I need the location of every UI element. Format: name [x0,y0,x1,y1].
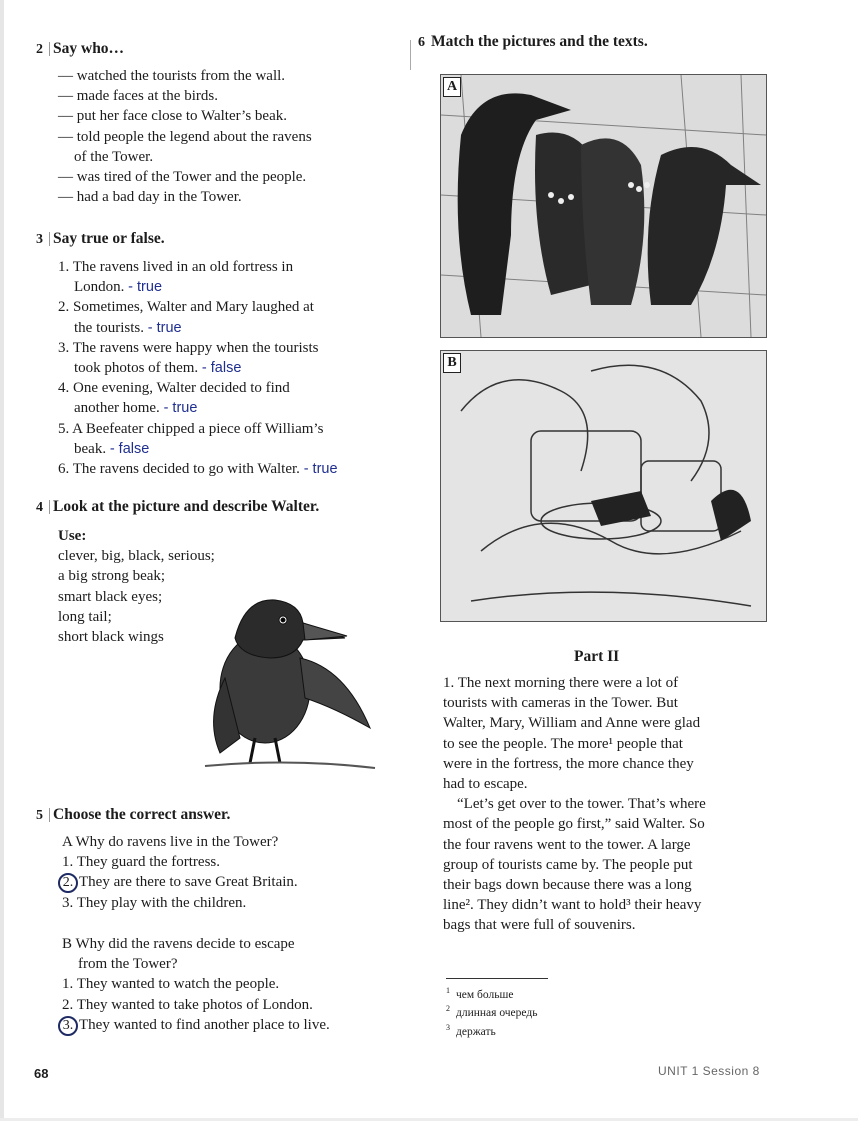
ex2-line: of the Tower. [74,148,154,165]
picture-a-label: A [443,77,461,97]
exercise-2-title: Say who… [53,40,125,57]
footnote-mark: 2 [446,1004,450,1014]
footnote [446,1021,537,1039]
word-line: smart black eyes; [58,588,163,605]
exercise-4-heading [36,498,319,516]
ex3-item [58,358,338,378]
picture-b-label: B [443,353,461,373]
handwritten-answer: - true [303,461,338,478]
bags-illustration [441,351,766,621]
question-b-cont: from the Tower? [78,956,178,973]
exercise-6-heading [418,33,648,51]
ex2-line: — was tired of the Tower and the people. [58,169,307,186]
text-line: line². They didn’t want to hold³ their heavy [443,897,702,914]
text-line: tourists with cameras in the Tower. But [443,695,678,712]
footnote-text: держать [456,1025,496,1038]
footnote-rule [446,978,548,979]
exercise-6-title: Match the pictures and the texts. [431,33,648,50]
word-line: a big strong beak; [58,568,166,585]
exercise-5-number: 5 [36,808,43,823]
handwritten-answer: - false [201,360,242,377]
question-b: B Why did the ravens decide to escape [62,936,295,952]
page-number: 68 [34,1066,49,1081]
exercise-5-question-b [62,934,330,1036]
exercise-4-title: Look at the picture and describe Walter. [53,498,320,515]
exercise-3-list [58,257,338,479]
text-line: group of tourists came by. The people put [443,856,693,873]
ex3-item [58,398,338,418]
ex2-line: — made faces at the birds. [58,88,218,105]
text-line: most of the people go first,” said Walter. So [443,816,705,833]
margin-tick [49,808,50,822]
ravens-illustration [441,75,766,337]
circled-answer-mark: 2. [58,873,78,893]
footnote [446,984,537,1002]
ex3-item-text: 4. One evening, Walter decided to find [58,380,290,397]
unit-session-label: UNIT 1 Session 8 [658,1064,760,1078]
exercise-5-heading [36,806,230,824]
word-line: short black wings [58,629,164,646]
ex3-item-text: beak. [74,440,107,457]
ex2-line: — had a bad day in the Tower. [58,189,242,206]
ex2-line: — watched the tourists from the wall. [58,68,286,84]
question-a: A Why do ravens live in the Tower? [62,834,279,850]
option-text: They are there to save Great Britain. [79,874,298,891]
ex3-item-text: took photos of them. [74,360,199,377]
footnotes [446,984,537,1039]
exercise-5-question-a [62,832,298,914]
footnote-mark: 1 [446,986,450,995]
exercise-5-title: Choose the correct answer. [53,806,231,823]
exercise-2-list [58,66,312,207]
exercise-4-number: 4 [36,500,43,515]
option-selected [62,1015,330,1036]
ex3-item-text: the tourists. [74,319,144,336]
text-line: 1. The next morning there were a lot of [443,675,679,691]
ex3-item-text: 2. Sometimes, Walter and Mary laughed at [58,299,314,316]
exercise-4-words [58,526,215,647]
exercise-2-heading [36,40,124,58]
ex2-line: — told people the legend about the ravens [58,128,312,145]
footnote-mark: 3 [446,1022,450,1032]
raven-walter-illustration [195,578,385,773]
exercise-2-number: 2 [36,42,43,57]
option-text: They wanted to find another place to live. [79,1016,330,1033]
margin-rule [410,40,411,70]
option: 1. They guard the fortress. [62,854,221,871]
margin-tick [49,500,50,514]
word-line: long tail; [58,608,112,625]
footnote-text: длинная очередь [456,1007,538,1020]
text-line: the four ravens went to the tower. A large [443,836,691,853]
ex3-item-text: 6. The ravens decided to go with Walter. [58,461,300,478]
ex3-item [58,277,338,297]
margin-tick [49,42,50,56]
option: 1. They wanted to watch the people. [62,976,280,993]
option: 3. They play with the children. [62,895,247,912]
footnote [446,1002,537,1020]
ex3-item [58,439,338,459]
part-2-text [443,673,706,936]
circled-answer-mark: 3. [58,1016,78,1036]
ex2-line: — put her face close to Walter’s beak. [58,108,287,125]
use-label: Use: [58,528,87,544]
handwritten-answer: - true [147,319,182,336]
page-edge [0,0,4,1121]
text-line: their bags down because there was a long [443,877,692,894]
ex3-item-text: 3. The ravens were happy when the tourists [58,339,319,356]
ex3-item-text: 1. The ravens lived in an old fortress in [58,259,294,275]
text-line: were in the fortress, the more chance they [443,755,694,772]
text-line: bags that were full of souvenirs. [443,917,636,934]
handwritten-answer: - false [109,440,150,457]
footnote-text: чем больше [456,988,514,1001]
word-line: clever, big, black, serious; [58,548,215,565]
ex3-item [58,318,338,338]
margin-tick [49,232,50,246]
part-2-heading: Part II [574,648,620,665]
text-line: Walter, Mary, William and Anne were glad [443,715,701,732]
ex3-item [58,459,338,479]
text-line: had to escape. [443,776,528,793]
picture-a [440,74,767,338]
ex3-item-text: London. [74,279,125,296]
option-selected [62,872,298,893]
ex3-item-text: 5. A Beefeater chipped a piece off William’s [58,420,324,437]
exercise-3-title: Say true or false. [53,230,165,247]
picture-b [440,350,767,622]
text-line: to see the people. The more¹ people that [443,735,683,752]
exercise-3-heading [36,230,165,248]
option: 2. They wanted to take photos of London. [62,996,313,1013]
text-line: “Let’s get over to the tower. That’s where [457,796,706,813]
exercise-3-number: 3 [36,232,43,247]
ex3-item-text: another home. [74,400,160,417]
handwritten-answer: - true [128,279,163,296]
exercise-6-number: 6 [418,35,425,50]
handwritten-answer: - true [163,400,198,417]
